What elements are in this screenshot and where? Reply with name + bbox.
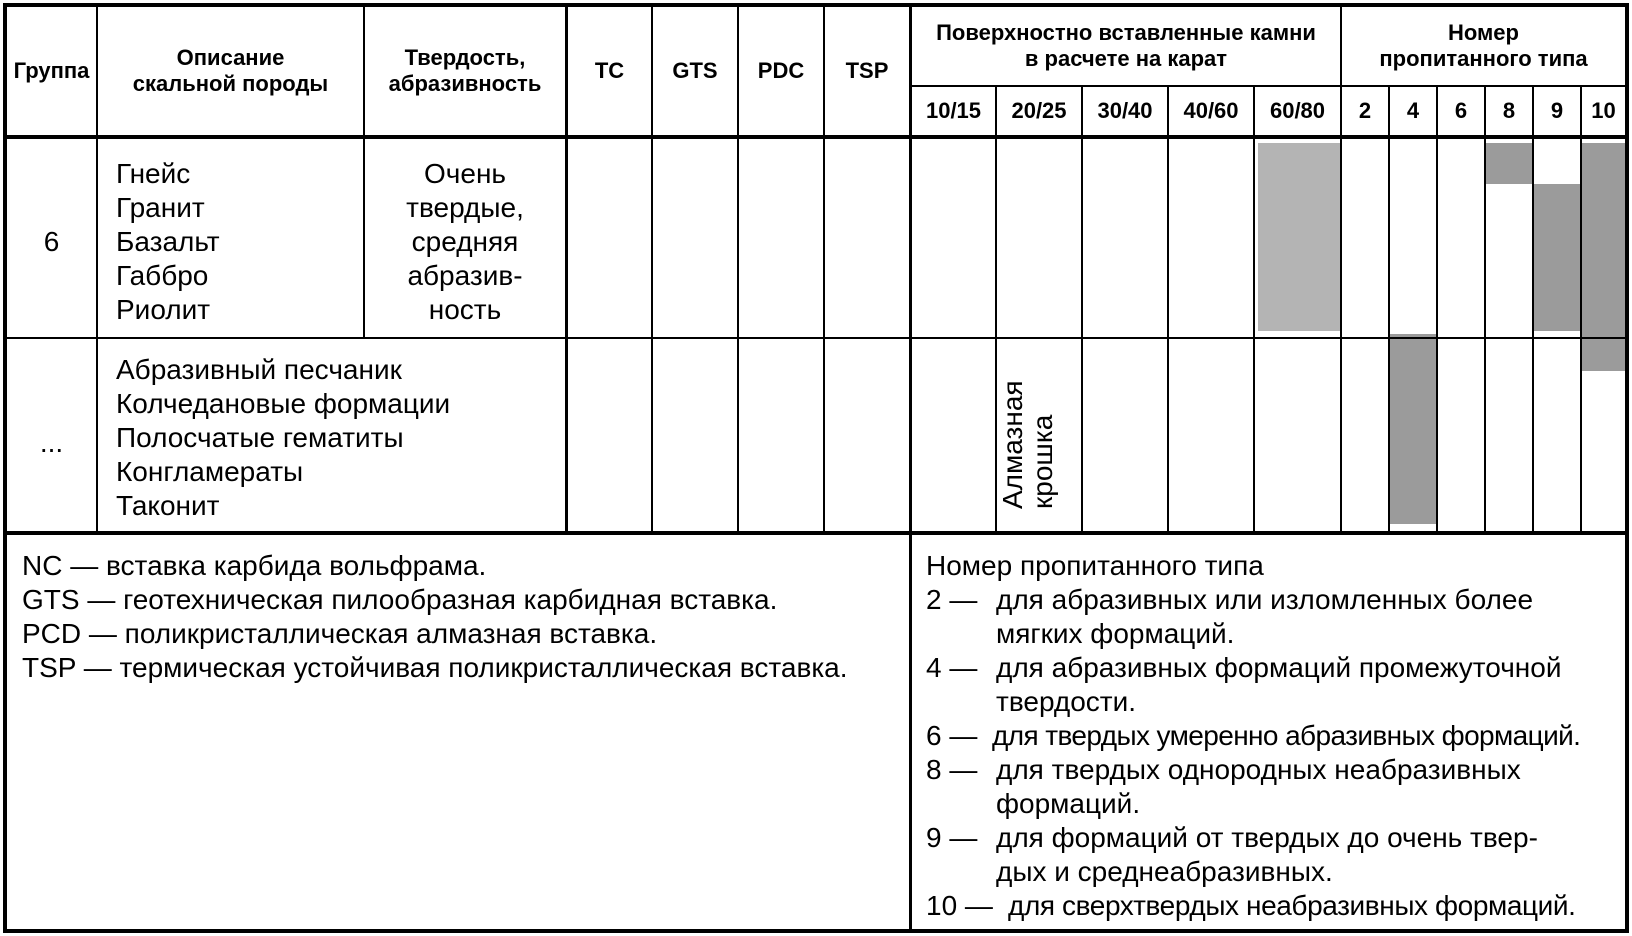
col-imp-4: 4 — [1406, 98, 1420, 123]
note-imp-8: 8 — для твердых однородных неабразивных формаций. — [926, 754, 1521, 819]
vline-20-25 — [1081, 86, 1083, 533]
header-hardness: Твердость, абразивность — [388, 45, 542, 96]
note-nc: NC — вставка карбида вольфрама. — [22, 550, 487, 581]
header-gts: GTS — [672, 58, 718, 83]
frame-right — [1625, 3, 1629, 933]
header-impregnated: Номер пропитанного типа — [1379, 20, 1588, 71]
note-gts: GTS — геотехническая пилообразная карбидная вставка. — [22, 584, 778, 615]
col-imp-2: 2 — [1358, 98, 1372, 123]
shade-9-row6 — [1533, 184, 1582, 331]
header-bottom-line — [3, 135, 1629, 139]
vline-imp-4 — [1436, 86, 1438, 533]
col-20-25: 20/25 — [1011, 98, 1067, 123]
header-tsp: TSP — [845, 58, 889, 83]
frame-bottom — [3, 929, 1629, 933]
row6-hardness: Очень твердые, средняя абразив- ность — [406, 158, 524, 325]
col-40-60: 40/60 — [1183, 98, 1239, 123]
col-30-40: 30/40 — [1097, 98, 1153, 123]
shade-8-row6 — [1485, 143, 1533, 184]
shade-60-80-row6 — [1258, 143, 1341, 331]
vline-imp-8 — [1532, 86, 1534, 533]
vline-imp-9 — [1580, 86, 1582, 533]
col-imp-8: 8 — [1502, 98, 1516, 123]
frame-left — [3, 3, 7, 933]
col-10-15: 10/15 — [925, 98, 982, 123]
vline-imp-6 — [1484, 86, 1486, 533]
row6-rocks: Гнейс Гранит Базальт Габбро Риолит — [116, 158, 220, 325]
note-imp-4: 4 — для абразивных формаций промежуточной твердости. — [926, 652, 1562, 717]
table-bottom-line — [3, 531, 1629, 535]
diamond-crumb-label: Алмазная крошка — [997, 380, 1058, 509]
col-imp-10: 10 — [1591, 98, 1616, 123]
shade-4-row-last — [1389, 334, 1436, 524]
col-60-80: 60/80 — [1269, 98, 1326, 123]
header-pdc: PDC — [757, 58, 805, 83]
col-imp-6: 6 — [1454, 98, 1468, 123]
vline-tsp — [909, 3, 912, 933]
vline-imp-2 — [1388, 86, 1390, 533]
row-separator — [3, 337, 1629, 339]
header-group: Группа — [13, 58, 90, 83]
notes-right — [926, 549, 1621, 929]
header-surface-set: Поверхностно вставленные камни в расчете на карат — [936, 20, 1316, 71]
note-imp-2: 2 — для абразивных или изломленных более мягких формаций. — [926, 584, 1534, 649]
note-tsp: TSP — термическая устойчивая поликристаллическая вставка. — [22, 652, 848, 683]
note-imp-6: 6 — для твердых умеренно абразивных формаций. — [926, 720, 1581, 751]
row6-group: 6 — [43, 226, 60, 257]
header-tc: TC — [594, 58, 625, 83]
note-pcd: PCD — поликристаллическая алмазная вставка. — [22, 618, 658, 649]
vline-30-40 — [1167, 86, 1169, 533]
row-last-rocks: Абразивный песчаник Колчедановые формации Полосчатые гематиты Конгламераты Таконит — [116, 354, 451, 521]
vline-40-60 — [1253, 86, 1255, 533]
note-imp-9: 9 — для формаций от твердых до очень твер- дых и среднеабразивных. — [926, 822, 1538, 887]
row-last-group: ... — [39, 427, 64, 458]
col-imp-9: 9 — [1550, 98, 1564, 123]
note-imp-10: 10 — для сверхтвердых неабразивных формаций. — [926, 890, 1576, 921]
notes-right-title: Номер пропитанного типа — [926, 550, 1264, 581]
header-description: Описание скальной породы — [132, 45, 329, 96]
